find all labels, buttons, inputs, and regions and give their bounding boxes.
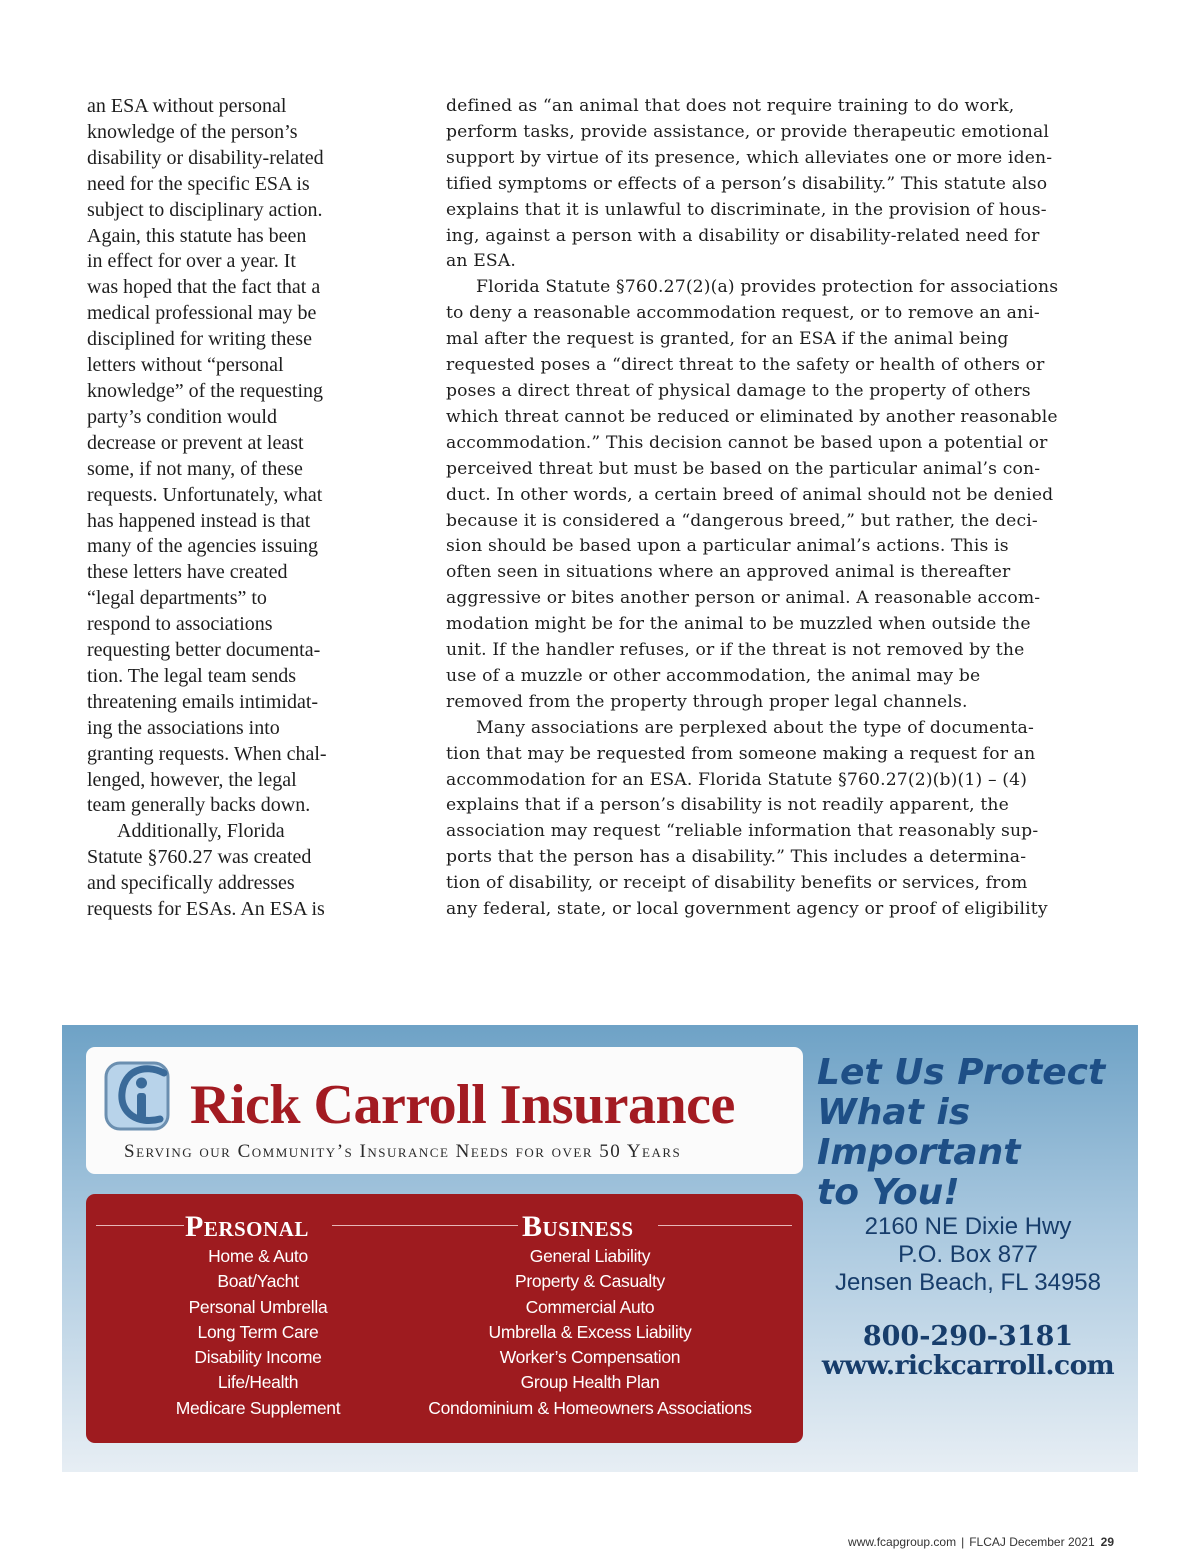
text-line: respond to associations [87,613,273,636]
list-item: Long Term Care [197,1321,319,1342]
text-line: in effect for over a year. It [87,250,296,273]
text-line: requested poses a “direct threat to the safety or health of others or [446,355,1045,376]
text-line: modation might be for the animal to be muzzled when outside the [446,614,1031,635]
business-heading: Business [522,1210,634,1243]
text-line: Many associations are perplexed about the type of documenta- [476,717,1034,738]
text-line: tified symptoms or effects of a person’s disability.” This statute also [446,173,1048,194]
list-item: Umbrella & Excess Liability [488,1321,692,1342]
text-line: association may request “reliable information that reasonably sup- [446,821,1039,842]
text-line: requesting better documenta- [87,639,321,662]
text-line: some, if not many, of these [87,457,303,480]
list-item: Life/Health [217,1372,299,1393]
insurance-advertisement [62,1025,1138,1472]
text-line: “legal departments” to [87,587,267,610]
coverage-panel [86,1194,803,1443]
footer-issue: December 2021 [1009,1535,1095,1549]
personal-coverage-list [158,1244,358,1421]
text-line: Florida Statute §760.27(2)(a) provides protection for associations [476,277,1059,298]
slogan-line: Let Us Protect [817,1052,1106,1093]
text-line: requests. Unfortunately, what [87,483,323,506]
mailing-address [822,1213,1114,1297]
text-line: use of a muzzle or other accommodation, the animal may be [446,665,981,686]
business-coverage-list [416,1244,764,1421]
slogan-line: What is Important [817,1092,1021,1173]
text-line: threatening emails intimidat- [87,690,319,713]
divider [332,1225,518,1226]
list-item: Disability Income [194,1347,322,1368]
footer-publication: FLCAJ [969,1535,1006,1549]
list-item: Home & Auto [208,1246,308,1266]
text-line: tion of disability, or receipt of disability benefits or services, from [446,873,1028,894]
text-line: explains that it is unlawful to discriminate, in the provision of hous- [446,199,1047,220]
text-line: letters without “personal [87,354,284,377]
text-line: defined as “an animal that does not require training to do work, [446,96,1015,116]
text-line: accommodation.” This decision cannot be based upon a potential or [446,432,1048,453]
text-line: aggressive or bites another person or animal. A reasonable accom- [446,588,1041,609]
text-line: Statute §760.27 was created [87,846,312,869]
address-line: P.O. Box 877 [898,1241,1038,1268]
ad-slogan [817,1053,1137,1213]
list-item: Personal Umbrella [188,1296,328,1317]
text-line: any federal, state, or local government agency or proof of eligibility [446,899,1048,920]
text-line: support by virtue of its presence, which alleviates one or more iden- [446,147,1053,168]
slogan-line: to You! [817,1172,960,1213]
list-item: Condominium & Homeowners Associations [428,1397,752,1418]
divider [96,1225,184,1226]
text-line: sion should be based upon a particular animal’s actions. This is [446,536,1009,557]
text-line: Again, this statute has been [87,224,307,247]
text-line: an ESA without personal [87,95,287,117]
text-line: unit. If the handler refuses, or if the threat is not removed by the [446,640,1025,661]
contact-block [818,1322,1118,1380]
text-line: decrease or prevent at least [87,431,304,454]
text-line: ports that the person has a disability.” This includes a determina- [446,847,1027,868]
logo-panel [86,1047,803,1174]
list-item: General Liability [529,1246,651,1266]
article-left-column [87,94,367,923]
text-line: medical professional may be [87,302,317,325]
text-line: perform tasks, provide assistance, or provide therapeutic emotional [446,121,1049,142]
text-line: tion that may be requested from someone making a request for an [446,743,1036,764]
address-line: Jensen Beach, FL 34958 [835,1269,1101,1296]
text-line: removed from the property through proper legal channels. [446,691,968,712]
text-line: an ESA. [446,251,517,272]
page-footer [848,1535,1114,1549]
text-line: to deny a reasonable accommodation request, or to remove an ani- [446,303,1040,324]
brand-name: Rick Carroll Insurance [190,1074,735,1136]
page-number: 29 [1100,1535,1114,1549]
list-item: Commercial Auto [525,1296,655,1317]
text-line: was hoped that the fact that a [87,276,321,299]
text-line: ing the associations into [87,716,280,739]
text-line: because it is considered a “dangerous breed,” but rather, the deci- [446,510,1038,531]
text-line: team generally backs down. [87,794,311,817]
text-line: accommodation for an ESA. Florida Statute §760.27(2)(b)(1) – (4) [446,769,1028,790]
text-line: granting requests. When chal- [87,742,327,765]
list-item: Medicare Supplement [175,1397,341,1418]
text-line: tion. The legal team sends [87,664,297,687]
text-line: ing, against a person with a disability or disability-related need for [446,225,1040,246]
list-item: Boat/Yacht [217,1271,299,1292]
website-link[interactable]: www.rickcarroll.com [821,1350,1115,1381]
text-line: poses a direct threat of physical damage to the property of others [446,380,1031,401]
separator: | [961,1535,965,1549]
text-line: disability or disability-related [87,146,324,169]
text-line: need for the specific ESA is [87,172,310,195]
text-line: and specifically addresses [87,872,295,895]
text-line: perceived threat but must be based on the particular animal’s con- [446,458,1041,479]
address-line: 2160 NE Dixie Hwy [864,1213,1072,1240]
text-line: party’s condition would [87,405,277,428]
text-line: many of the agencies issuing [87,535,319,558]
list-item: Property & Casualty [515,1271,665,1292]
footer-site[interactable]: www.fcapgroup.com [848,1535,957,1549]
text-line: which threat cannot be reduced or eliminated by another reasonable [446,406,1058,427]
logo-icon [104,1059,180,1135]
text-line: duct. In other words, a certain breed of animal should not be denied [446,484,1054,505]
personal-heading: Personal [185,1210,309,1243]
text-line: lenged, however, the legal [87,768,297,791]
text-line: disciplined for writing these [87,328,312,351]
brand-tagline: Serving our Community’s Insurance Needs for over 50 Years [124,1141,682,1162]
text-line: these letters have created [87,561,288,584]
text-line: mal after the request is granted, for an ESA if the animal being [446,329,1009,350]
text-line: Additionally, Florida [117,820,285,843]
text-line: subject to disciplinary action. [87,198,323,221]
text-line: requests for ESAs. An ESA is [87,898,325,921]
divider [658,1225,792,1226]
list-item: Group Health Plan [520,1372,660,1393]
text-line: often seen in situations where an approved animal is thereafter [446,562,1011,583]
text-line: knowledge” of the requesting [87,379,324,402]
phone-number: 800-290-3181 [862,1321,1074,1352]
article-right-column [446,94,1086,923]
list-item: Worker’s Compensation [499,1347,681,1368]
text-line: knowledge of the person’s [87,120,298,143]
text-line: has happened instead is that [87,509,311,532]
text-line: explains that if a person’s disability is not readily apparent, the [446,795,1009,816]
